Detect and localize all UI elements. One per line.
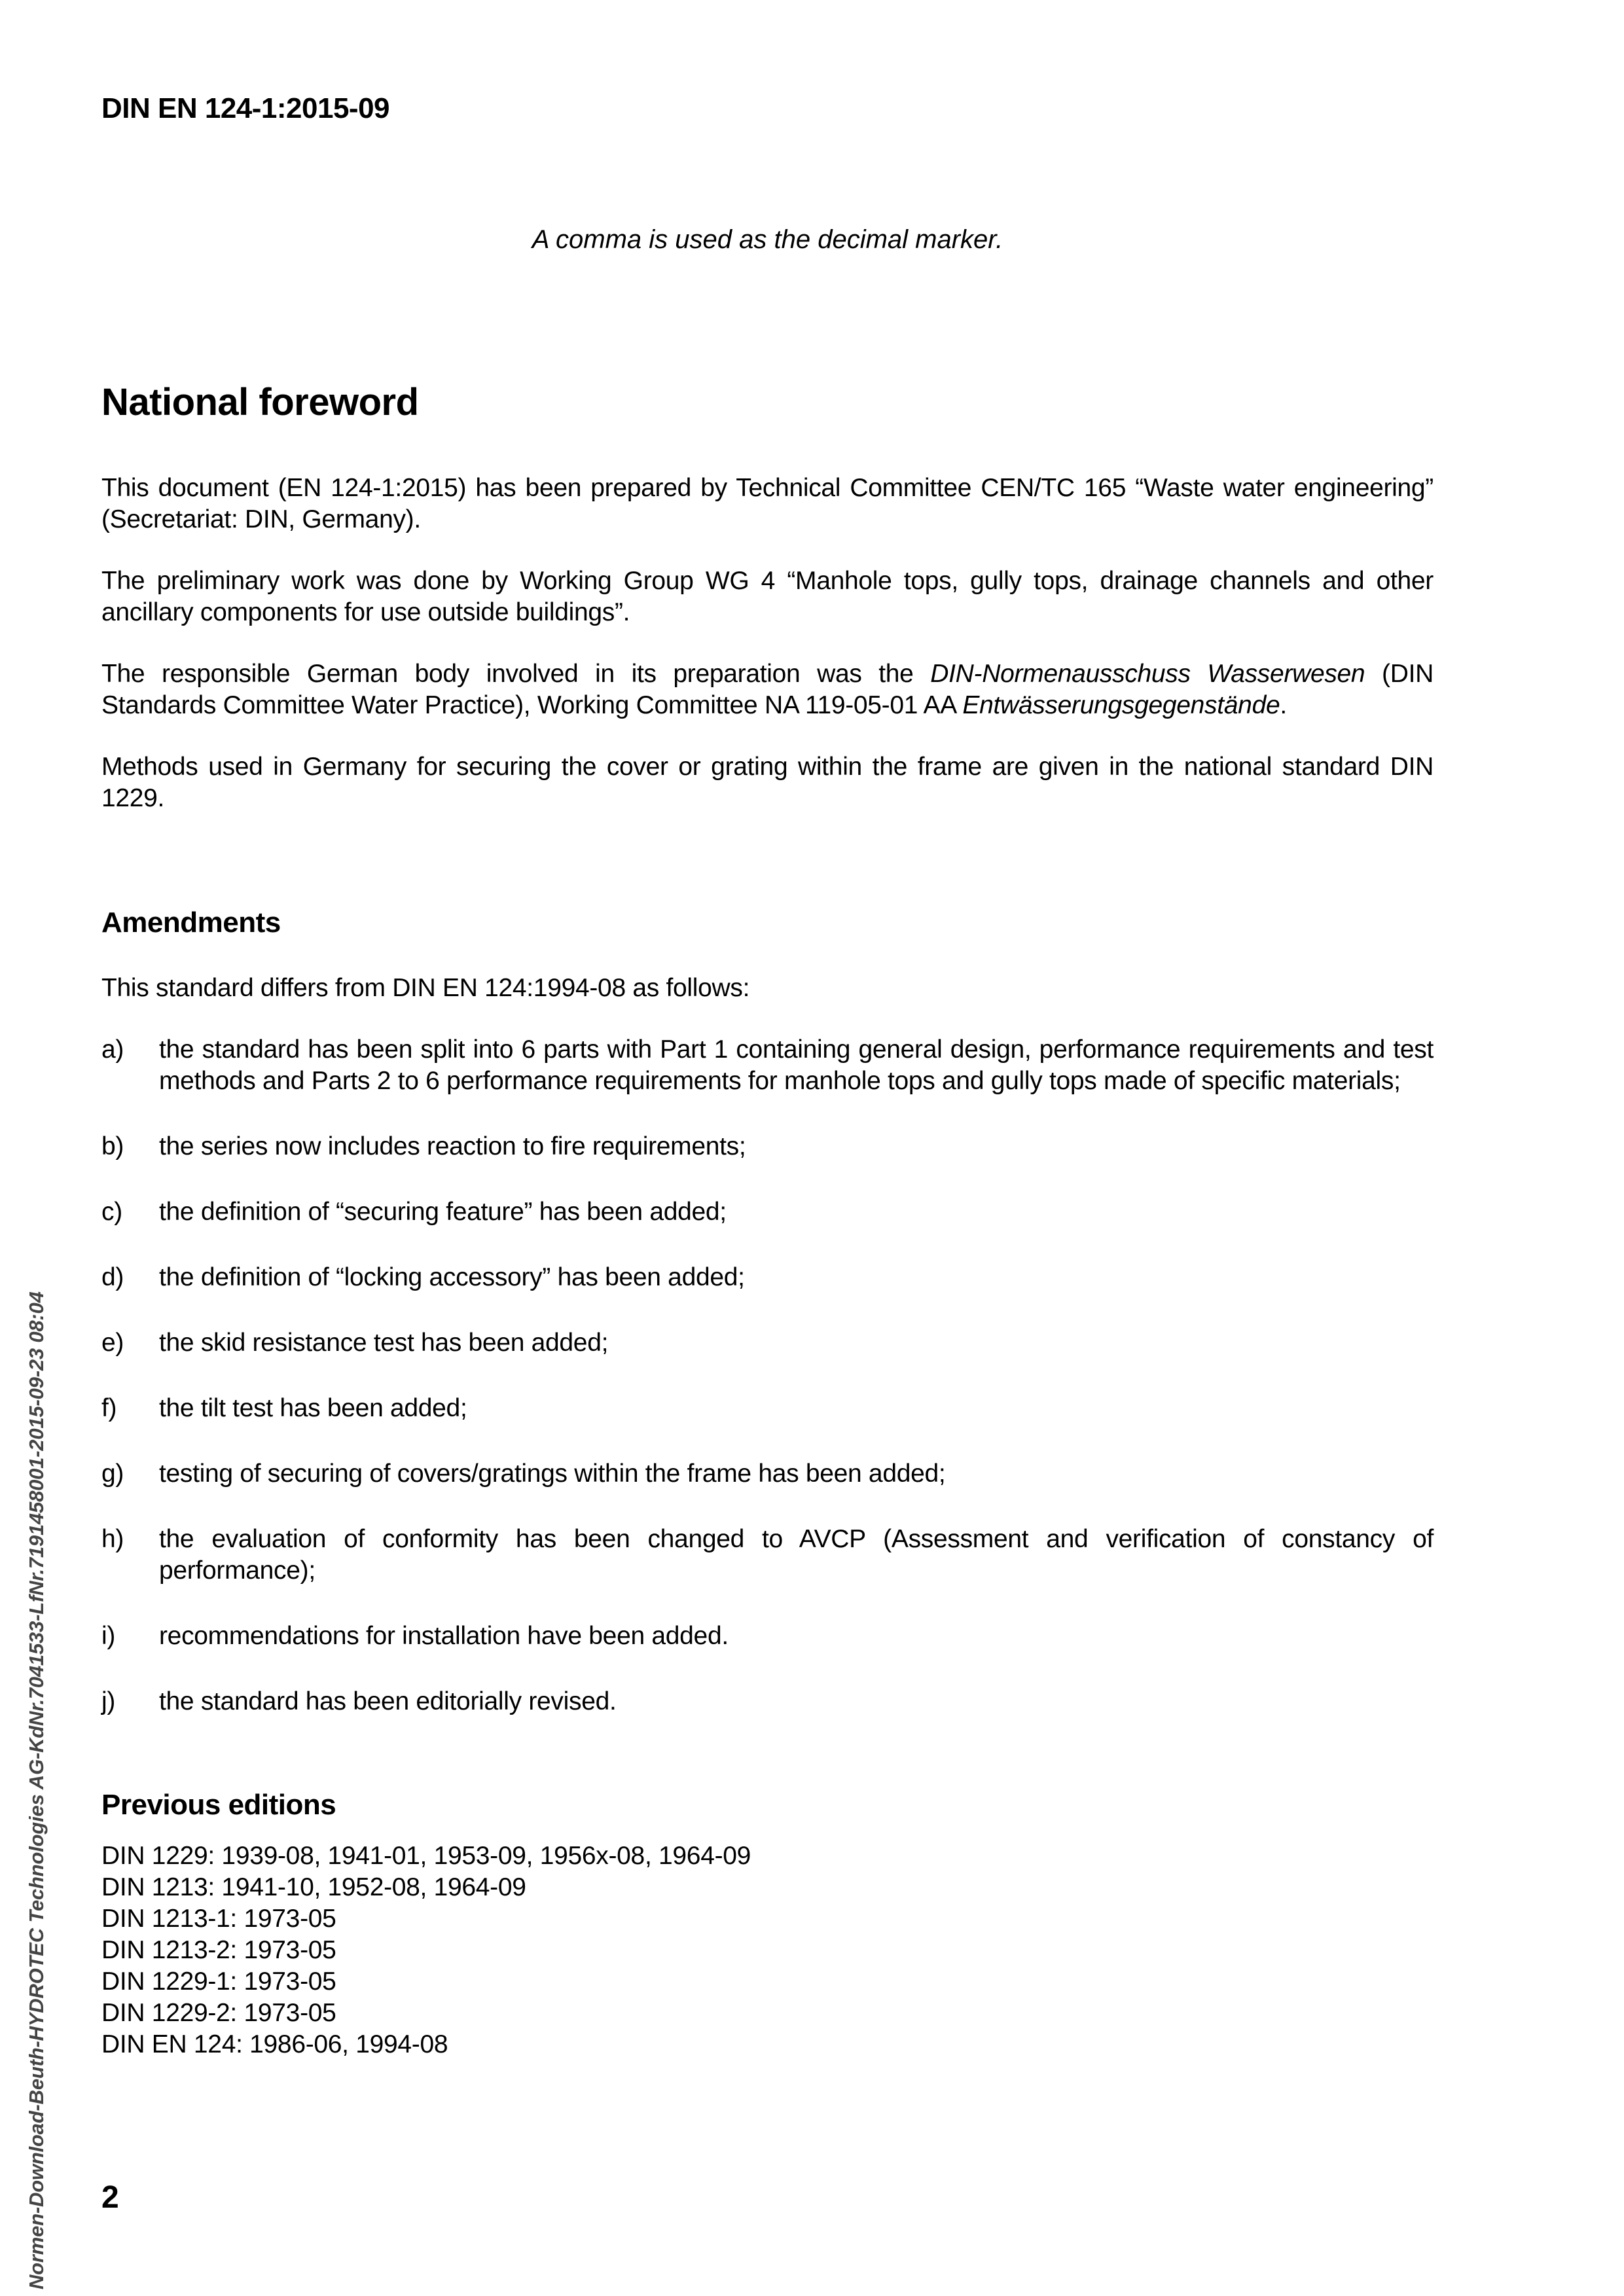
amendment-item-f — [101, 1393, 1434, 1424]
amendment-item-a — [101, 1034, 1434, 1097]
amendment-item-g — [101, 1458, 1434, 1490]
amendment-item-text: recommendations for installation have been added. — [159, 1622, 729, 1650]
page-number: 2 — [101, 2180, 119, 2215]
previous-editions-list — [101, 1840, 1434, 2060]
amendment-item-text: the definition of “locking accessory” has been added; — [159, 1263, 745, 1291]
page-content — [101, 0, 1434, 2060]
foreword-paragraph-1: This document (EN 124-1:2015) has been prepared by Technical Committee CEN/TC 165 “Waste water engineering” (Secretariat: DIN, Germany). — [101, 474, 1434, 533]
amendment-item-text: the tilt test has been added; — [159, 1394, 467, 1422]
previous-edition-line: DIN 1213-1: 1973-05 — [101, 1905, 336, 1933]
amendment-item-e — [101, 1327, 1434, 1359]
national-foreword-title: National foreword — [101, 381, 419, 423]
german-committee-name-italic: Entwässerungsgegenstände — [962, 691, 1280, 719]
document-number-header: DIN EN 124-1:2015-09 — [101, 92, 390, 124]
previous-edition-line: DIN 1213-2: 1973-05 — [101, 1936, 336, 1964]
previous-edition-line: DIN 1229: 1939-08, 1941-01, 1953-09, 1956x-08, 1964-09 — [101, 1842, 751, 1870]
amendment-item-label: d) — [101, 1263, 124, 1291]
amendment-item-text: testing of securing of covers/gratings within the frame has been added; — [159, 1460, 946, 1488]
amendment-item-label: e) — [101, 1329, 124, 1357]
amendment-item-label: j) — [101, 1687, 116, 1715]
amendment-item-label: b) — [101, 1132, 124, 1160]
amendment-item-i — [101, 1621, 1434, 1652]
previous-edition-line: DIN 1229-1: 1973-05 — [101, 1967, 336, 1996]
amendment-item-d — [101, 1262, 1434, 1293]
amendment-item-text: the standard has been split into 6 parts with Part 1 containing general design, performance requirements and test methods and Parts 2 to 6 performance requirements for manhole tops and gully tops made of specific materials; — [159, 1035, 1434, 1095]
amendments-intro: This standard differs from DIN EN 124:1994-08 as follows: — [101, 974, 750, 1002]
amendment-item-label: i) — [101, 1622, 116, 1650]
amendment-item-label: c) — [101, 1198, 122, 1226]
amendment-item-label: f) — [101, 1394, 117, 1422]
previous-editions-title: Previous editions — [101, 1789, 336, 1821]
amendment-item-j — [101, 1686, 1434, 1717]
amendment-item-label: h) — [101, 1525, 124, 1553]
normen-download-watermark: Normen-Download-Beuth-HYDROTEC Technologies AG-KdNr.7041533-LfNr.7191458001-2015-09-23 08:04 — [25, 1291, 48, 2289]
previous-edition-line: DIN 1213: 1941-10, 1952-08, 1964-09 — [101, 1873, 526, 1901]
amendment-item-label: a) — [101, 1035, 124, 1064]
foreword-paragraph-3 — [101, 658, 1434, 721]
amendment-item-text: the skid resistance test has been added; — [159, 1329, 609, 1357]
amendment-item-text: the evaluation of conformity has been changed to AVCP (Assessment and verification of constancy of performance); — [159, 1525, 1434, 1585]
foreword-paragraph-2: The preliminary work was done by Working Group WG 4 “Manhole tops, gully tops, drainage channels and other ancillary components for use outside buildings”. — [101, 567, 1434, 626]
decimal-marker-note: A comma is used as the decimal marker. — [532, 225, 1003, 254]
amendments-title: Amendments — [101, 906, 281, 939]
amendment-item-text: the standard has been editorially revised. — [159, 1687, 617, 1715]
foreword-paragraph-3-text: (DIN Standards Committee Water Practice), Working Committee NA 119-05-01 AA — [101, 660, 1434, 719]
previous-edition-line: DIN 1229-2: 1973-05 — [101, 1999, 336, 2027]
amendment-item-h — [101, 1524, 1434, 1587]
amendments-list — [101, 1034, 1434, 1717]
previous-edition-line: DIN EN 124: 1986-06, 1994-08 — [101, 2030, 448, 2058]
foreword-paragraph-3-text: . — [1280, 691, 1287, 719]
amendment-item-label: g) — [101, 1460, 124, 1488]
amendment-item-text: the definition of “securing feature” has been added; — [159, 1198, 727, 1226]
amendment-item-b — [101, 1131, 1434, 1162]
foreword-paragraph-3-text: The responsible German body involved in its preparation was the — [101, 660, 931, 688]
german-body-name-italic: DIN-Normenausschuss Wasserwesen — [930, 660, 1365, 688]
amendment-item-text: the series now includes reaction to fire requirements; — [159, 1132, 746, 1160]
amendment-item-c — [101, 1196, 1434, 1228]
foreword-paragraph-4: Methods used in Germany for securing the cover or grating within the frame are given in the national standard DIN 1229. — [101, 753, 1434, 812]
